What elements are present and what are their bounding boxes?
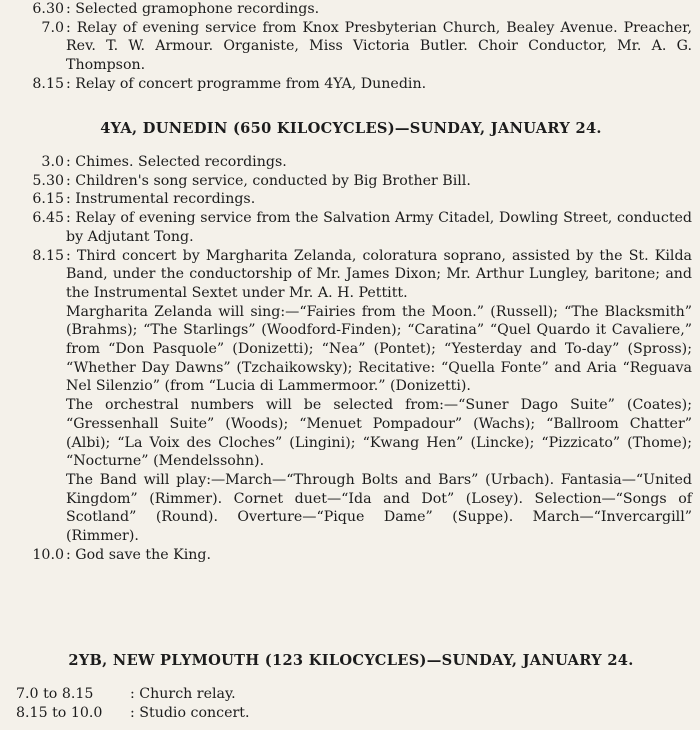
programme-paragraph: Margharita Zelanda will sing:—“Fairies from the Moon.” (Russell); “The Blacksmith” (Brahms); “The Starlings” (Woodford-Finden); “Caratina” “Quel Quardo it Cavaliere,” from “Don Pasquole” (Donizetti); “Nea” (Pontet); “Yesterday and To-day” (Spross); “Whether Day Dawns” (Tzchaikowsky); Recitative: “Quella Fonte” and Aria “Reguava Nel Silenzio” (from “Lucia di Lammermoor.” (Donizetti). [66,303,692,395]
entry-text: : God save the King. [66,546,212,563]
entry-text: : Relay of evening service from Knox Presbyterian Church, Bealey Avenue. Preacher, Rev. T. W. Armour. Organiste, Miss Victoria Butler. Choir Conductor, Mr. A. G. Thompson. [66,19,692,74]
entry-text: : Church relay. [130,686,236,702]
station-heading: 2YB, NEW PLYMOUTH (123 KILOCYCLES)—SUNDAY, JANUARY 24. [68,652,634,669]
programme-paragraph: The Band will play:—March—“Through Bolts and Bars” (Urbach). Fantasia—“United Kingdom” (Rimmer). Cornet duet—“Ida and Dot” (Losey). Selection—“Songs of Scotland” (Round). Overture—“Pique Dame” (Suppe). March—“Invercargill” (Rimmer). [66,471,692,545]
schedule-entry [0,685,700,704]
entry-time: 6.45 [32,210,64,227]
entry-time: 10.0 [32,546,64,563]
plymouth-heading-wrap [0,652,700,671]
station-heading: 4YA, DUNEDIN (650 KILOCYCLES)—SUNDAY, JANUARY 24. [100,120,602,137]
schedule-entry [0,172,700,191]
schedule-entry [0,75,700,94]
dunedin-heading-wrap [0,120,700,139]
schedule-entry [0,704,700,723]
entry-text: : Relay of evening service from the Salvation Army Citadel, Dowling Street, conducted by Adjutant Tong. [66,210,692,245]
entry-time: 5.30 [32,172,64,189]
plymouth-schedule [0,685,700,722]
entry-text: : Relay of concert programme from 4YA, Dunedin. [66,75,427,92]
schedule-entry [0,546,700,565]
entry-text: : Children's song service, conducted by Big Brother Bill. [66,172,471,189]
entry-text: : Chimes. Selected recordings. [66,154,287,170]
entry-text: : Instrumental recordings. [66,191,256,208]
entry-time: 8.15 [32,247,64,264]
programme-paragraph: The orchestral numbers will be selected from:—“Suner Dago Suite” (Coates); “Gressenhall Suite” (Woods); “Menuet Pompadour” (Wachs); “Ballroom Chatter” (Albi); “La Voix des Cloches” (Lingini); “Kwang Hen” (Lincke); “Pizzicato” (Thome); “Nocturne” (Mendelssohn). [66,397,692,470]
entry-time: 8.15 to 10.0 [16,704,103,721]
entry-time: 8.15 [32,75,64,92]
entry-time: 7.0 [41,19,64,36]
entry-time: 6.15 [32,191,64,208]
schedule-entry [0,0,700,19]
entry-text: : Third concert by Margharita Zelanda, coloratura soprano, assisted by the St. Kilda Band, under the conductorship of Mr. James Dixon; Mr. Arthur Lungley, baritone; and the Instrumental Sextet under Mr. A. H. Pettitt. [66,247,692,301]
dunedin-schedule [0,153,700,564]
schedule-entry [0,153,700,172]
schedule-entry [0,247,700,303]
entry-time: 7.0 to 8.15 [16,686,94,702]
schedule-entry [0,19,700,75]
entry-text: : Selected gramophone recordings. [66,1,320,17]
previous-station-schedule [0,0,700,94]
entry-text: : Studio concert. [130,704,250,721]
entry-time: 6.30 [32,1,64,17]
entry-time: 3.0 [41,154,64,170]
schedule-entry [0,190,700,209]
schedule-entry [0,209,700,246]
